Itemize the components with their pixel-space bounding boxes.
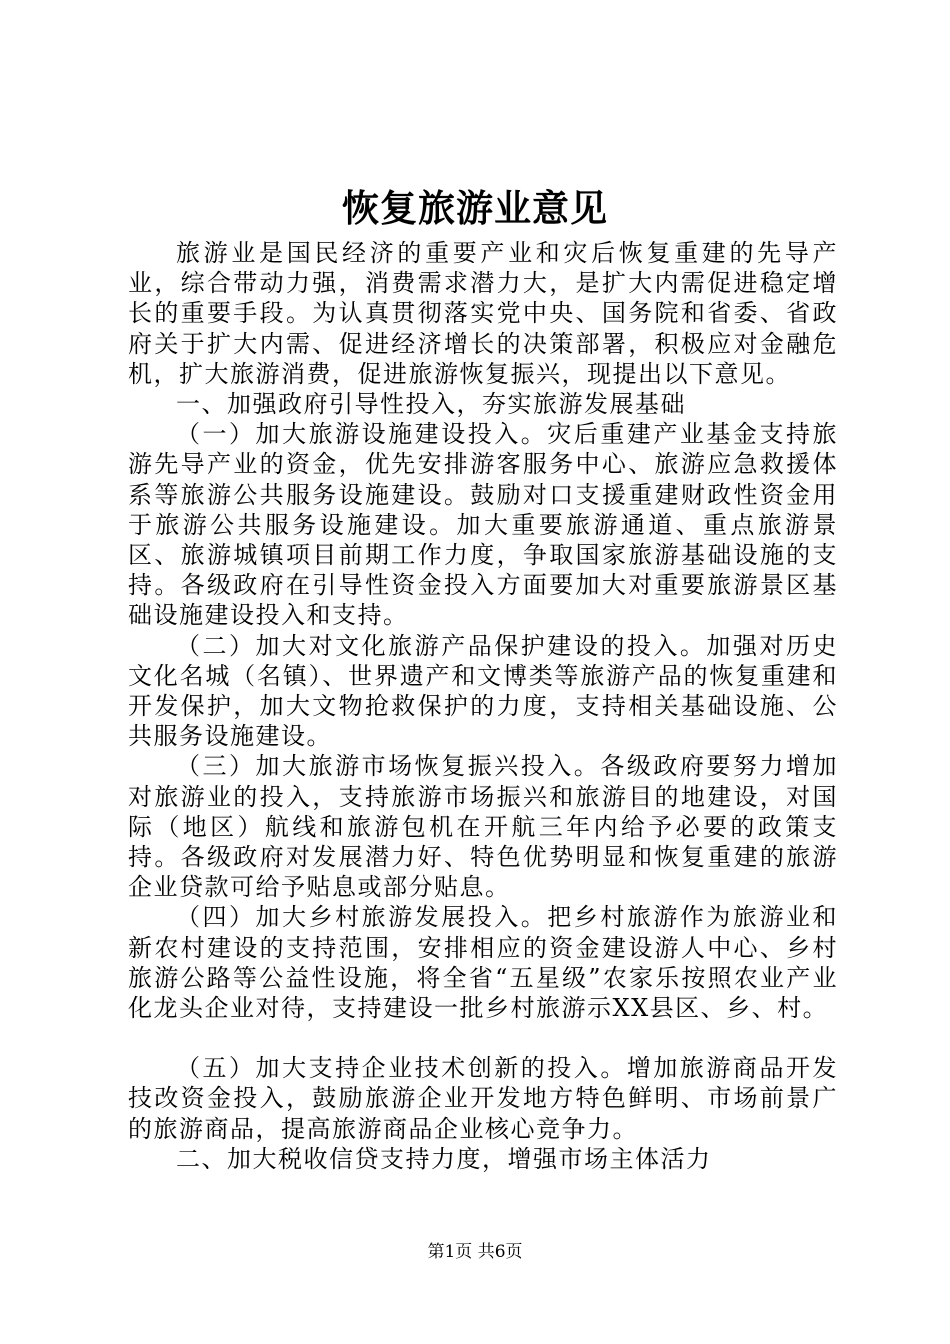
paragraph-intro: 旅游业是国民经济的重要产业和灾后恢复重建的先导产业，综合带动力强，消费需求潜力大，是扩大内需促进稳定增长的重要手段。为认真贯彻落实党中央、国务院和省委、省政府关于扩大内需、促进经济增长的决策部署，积极应对金融危机，扩大旅游消费，促进旅游恢复振兴，现提出以下意见。 xyxy=(128,239,838,388)
paragraph-item-5: （五）加大支持企业技术创新的投入。增加旅游商品开发技改资金投入，鼓励旅游企业开发地方特色鲜明、市场前景广的旅游商品，提高旅游商品企业核心竞争力。 xyxy=(128,1054,838,1143)
section-heading-2: 二、加大税收信贷支持力度，增强市场主体活力 xyxy=(176,1144,712,1173)
paragraph-item-2: （二）加大对文化旅游产品保护建设的投入。加强对历史文化名城（名镇）、世界遗产和文博类等旅游产品的恢复重建和开发保护，加大文物抢救保护的力度，支持相关基础设施、公共服务设施建设。 xyxy=(128,631,838,751)
paragraph-item-1: （一）加大旅游设施建设投入。灾后重建产业基金支持旅游先导产业的资金，优先安排游客服务中心、旅游应急救援体系等旅游公共服务设施建设。鼓励对口支援重建财政性资金用于旅游公共服务设施建设。加大重要旅游通道、重点旅游景区、旅游城镇项目前期工作力度，争取国家旅游基础设施的支持。各级政府在引导性资金投入方面要加大对重要旅游景区基础设施建设投入和支持。 xyxy=(128,420,838,630)
paragraph-item-4: （四）加大乡村旅游发展投入。把乡村旅游作为旅游业和新农村建设的支持范围，安排相应的资金建设游人中心、乡村旅游公路等公益性设施，将全省“五星级”农家乐按照农业产业化龙头企业对待，支持建设一批乡村旅游示XX县区、乡、村。 xyxy=(128,903,838,1023)
document-title: 恢复旅游业意见 xyxy=(342,186,608,230)
document-body xyxy=(128,238,838,1174)
section-heading-1: 一、加强政府引导性投入，夯实旅游发展基础 xyxy=(176,390,686,419)
paragraph-item-3: （三）加大旅游市场恢复振兴投入。各级政府要努力增加对旅游业的投入，支持旅游市场振兴和旅游目的地建设，对国际（地区）航线和旅游包机在开航三年内给予必要的政策支持。各级政府对发展潜力好、特色优势明显和恢复重建的旅游企业贷款可给予贴息或部分贴息。 xyxy=(128,752,838,902)
page-footer: 第1页 共6页 xyxy=(427,1242,523,1262)
